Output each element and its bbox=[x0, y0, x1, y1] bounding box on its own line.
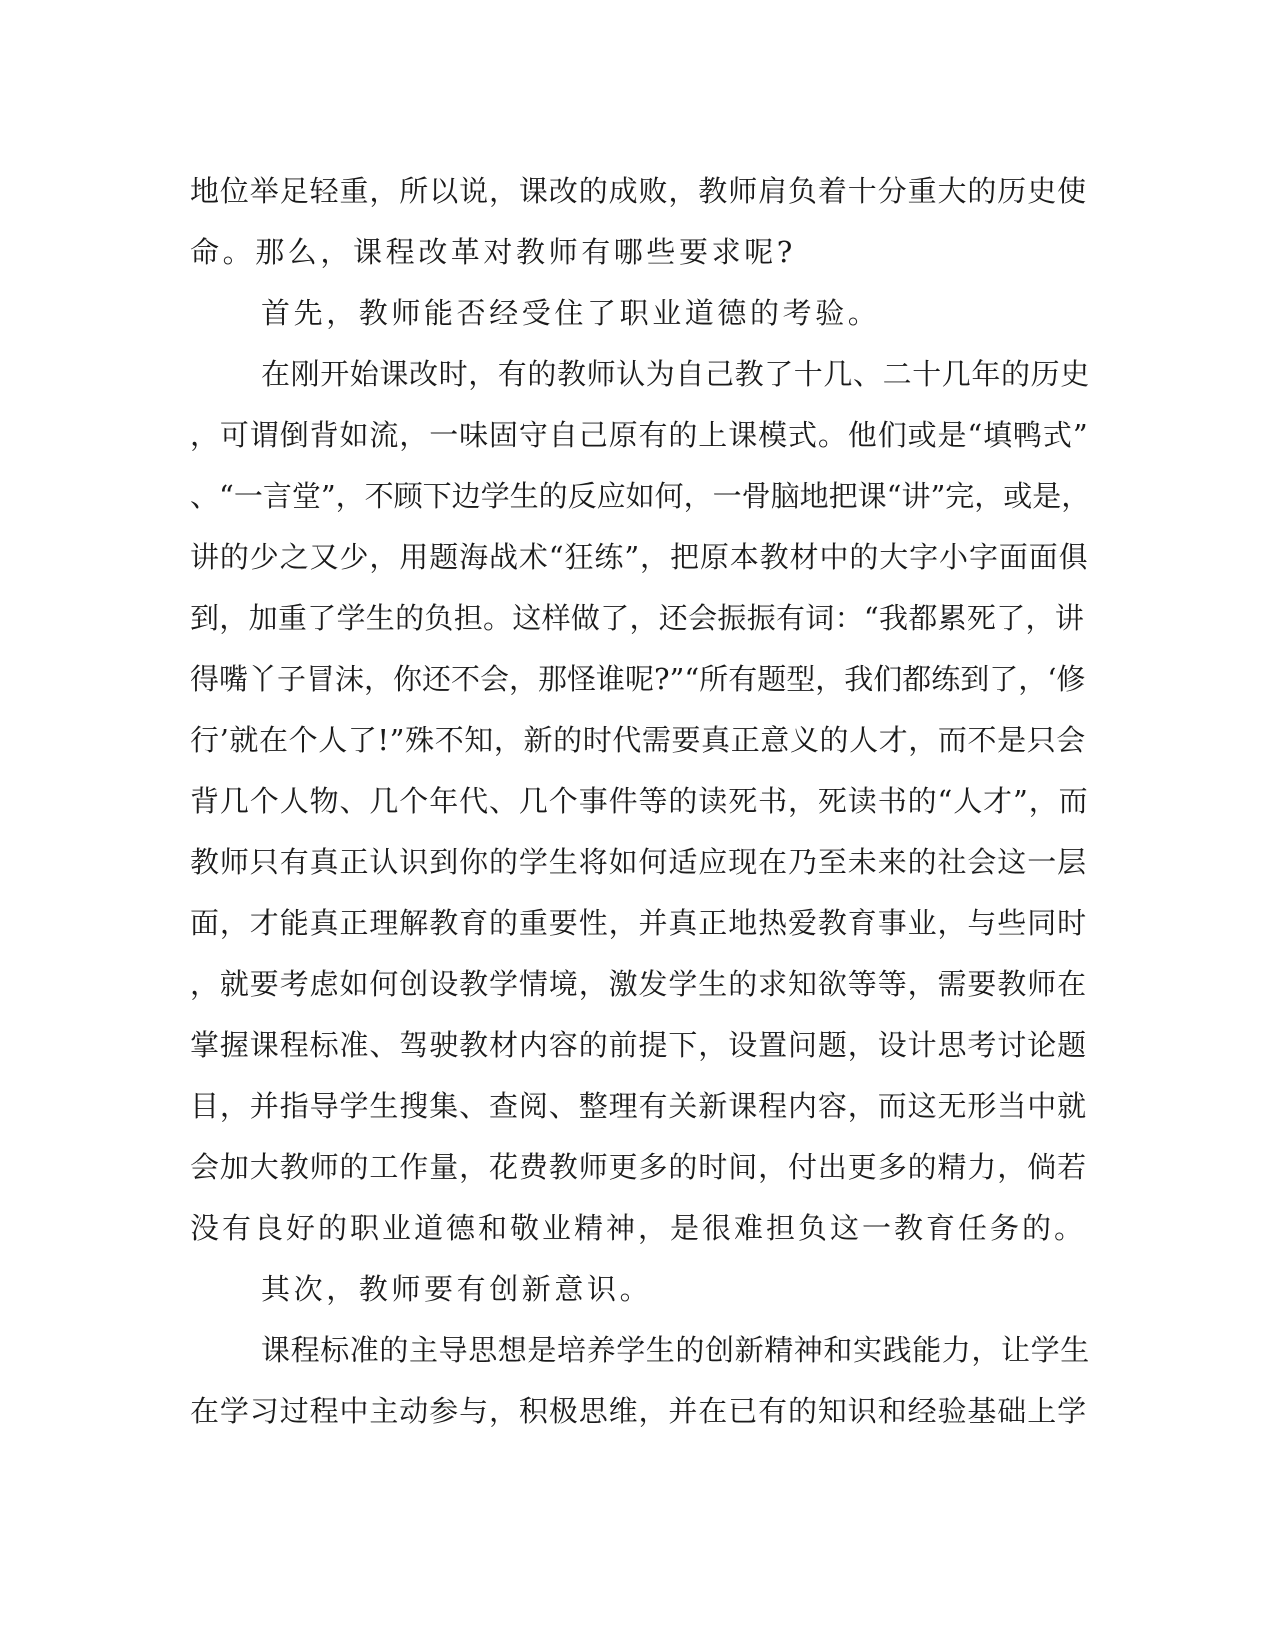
text-line: 面，才能真正理解教育的重要性，并真正地热爱教育事业，与些同时 bbox=[190, 906, 1088, 940]
text-line: 其次，教师要有创新意识。 bbox=[261, 1272, 653, 1306]
text-line: ，可谓倒背如流，一味固守自己原有的上课模式。他们或是“填鸭式” bbox=[190, 418, 1089, 452]
text-line: 得嘴丫子冒沫，你还不会，那怪谁呢?”“所有题型，我们都练到了，‘修 bbox=[190, 662, 1086, 696]
text-line: 背几个人物、几个年代、几个事件等的读死书，死读书的“人才”，而 bbox=[190, 784, 1089, 818]
text-line: 命。那么，课程改革对教师有哪些要求呢? bbox=[190, 235, 796, 269]
text-line: ，就要考虑如何创设教学情境，激发学生的求知欲等等，需要教师在 bbox=[190, 967, 1088, 1001]
text-line: 掌握课程标准、驾驶教材内容的前提下，设置问题，设计思考讨论题 bbox=[190, 1028, 1088, 1062]
text-line: 到，加重了学生的负担。这样做了，还会振振有词：“我都累死了，讲 bbox=[190, 601, 1085, 635]
text-line: 在学习过程中主动参与，积极思维，并在已有的知识和经验基础上学 bbox=[190, 1394, 1088, 1428]
text-line: 会加大教师的工作量，花费教师更多的时间，付出更多的精力，倘若 bbox=[190, 1150, 1088, 1184]
text-line: 地位举足轻重，所以说，课改的成败，教师肩负着十分重大的历史使 bbox=[190, 174, 1088, 208]
text-line: 、“一言堂”，不顾下边学生的反应如何，一骨脑地把课“讲”完，或是， bbox=[190, 479, 1091, 513]
text-line: 教师只有真正认识到你的学生将如何适应现在乃至未来的社会这一层 bbox=[190, 845, 1088, 879]
text-line: 在刚开始课改时，有的教师认为自己教了十几、二十几年的历史 bbox=[261, 357, 1090, 391]
text-line: 首先，教师能否经受住了职业道德的考验。 bbox=[261, 296, 881, 330]
document-body bbox=[190, 161, 1090, 1442]
text-line: 课程标准的主导思想是培养学生的创新精神和实践能力，让学生 bbox=[261, 1333, 1090, 1367]
text-line: 没有良好的职业道德和敬业精神，是很难担负这一教育任务的。 bbox=[190, 1211, 1087, 1245]
text-line: 行’就在个人了!”殊不知，新的时代需要真正意义的人才，而不是只会 bbox=[190, 723, 1086, 757]
text-line: 讲的少之又少，用题海战术“狂练”，把原本教材中的大字小字面面俱 bbox=[190, 540, 1089, 574]
text-line: 目，并指导学生搜集、查阅、整理有关新课程内容，而这无形当中就 bbox=[190, 1089, 1088, 1123]
